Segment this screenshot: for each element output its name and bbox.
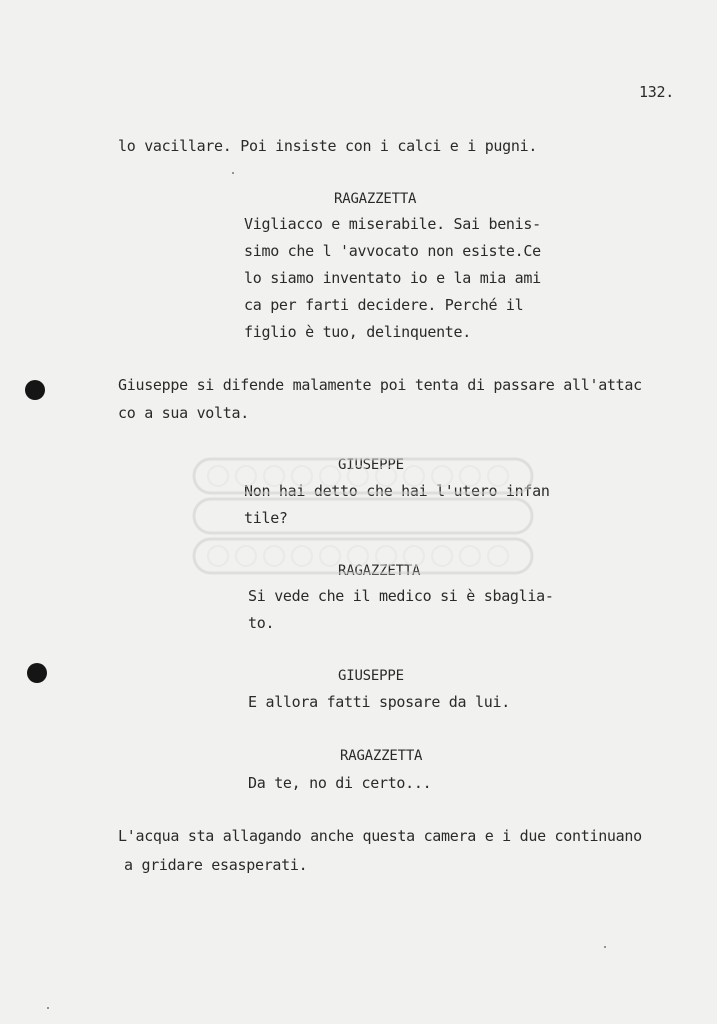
paper-speck: [232, 172, 234, 174]
character-cue: RAGAZZETTA: [340, 748, 423, 764]
dialogue-line: Da te, no di certo...: [248, 774, 432, 792]
paper-speck: [604, 946, 606, 948]
punch-hole: [25, 380, 45, 400]
page-number: 132.: [639, 83, 674, 101]
dialogue-line: E allora fatti sposare da lui.: [248, 693, 510, 711]
action-line: co a sua volta.: [118, 404, 249, 422]
dialogue-line: Si vede che il medico si è sbaglia-: [248, 587, 554, 605]
dialogue-line: figlio è tuo, delinquente.: [244, 323, 472, 341]
character-cue: RAGAZZETTA: [334, 191, 417, 207]
dialogue-line: Non hai detto che hai l'utero infan: [244, 482, 550, 500]
character-cue: GIUSEPPE: [338, 457, 404, 473]
dialogue-line: simo che l 'avvocato non esiste.Ce: [244, 242, 541, 260]
punch-hole: [27, 663, 47, 683]
action-line: Giuseppe si difende malamente poi tenta di passare all'attac: [118, 376, 642, 394]
paper-speck: [47, 1007, 49, 1009]
dialogue-line: tile?: [244, 509, 288, 527]
action-line: lo vacillare. Poi insiste con i calci e i pugni.: [118, 137, 538, 155]
dialogue-line: ca per farti decidere. Perché il: [244, 296, 524, 314]
dialogue-line: lo siamo inventato io e la mia ami: [244, 269, 541, 287]
character-cue: RAGAZZETTA: [338, 563, 421, 579]
action-line: L'acqua sta allagando anche questa camera e i due continuano: [118, 827, 642, 845]
action-line: a gridare esasperati.: [124, 856, 308, 874]
character-cue: GIUSEPPE: [338, 668, 404, 684]
dialogue-line: to.: [248, 614, 275, 632]
watermark-logo: [188, 453, 538, 578]
dialogue-line: Vigliacco e miserabile. Sai benis-: [244, 215, 541, 233]
